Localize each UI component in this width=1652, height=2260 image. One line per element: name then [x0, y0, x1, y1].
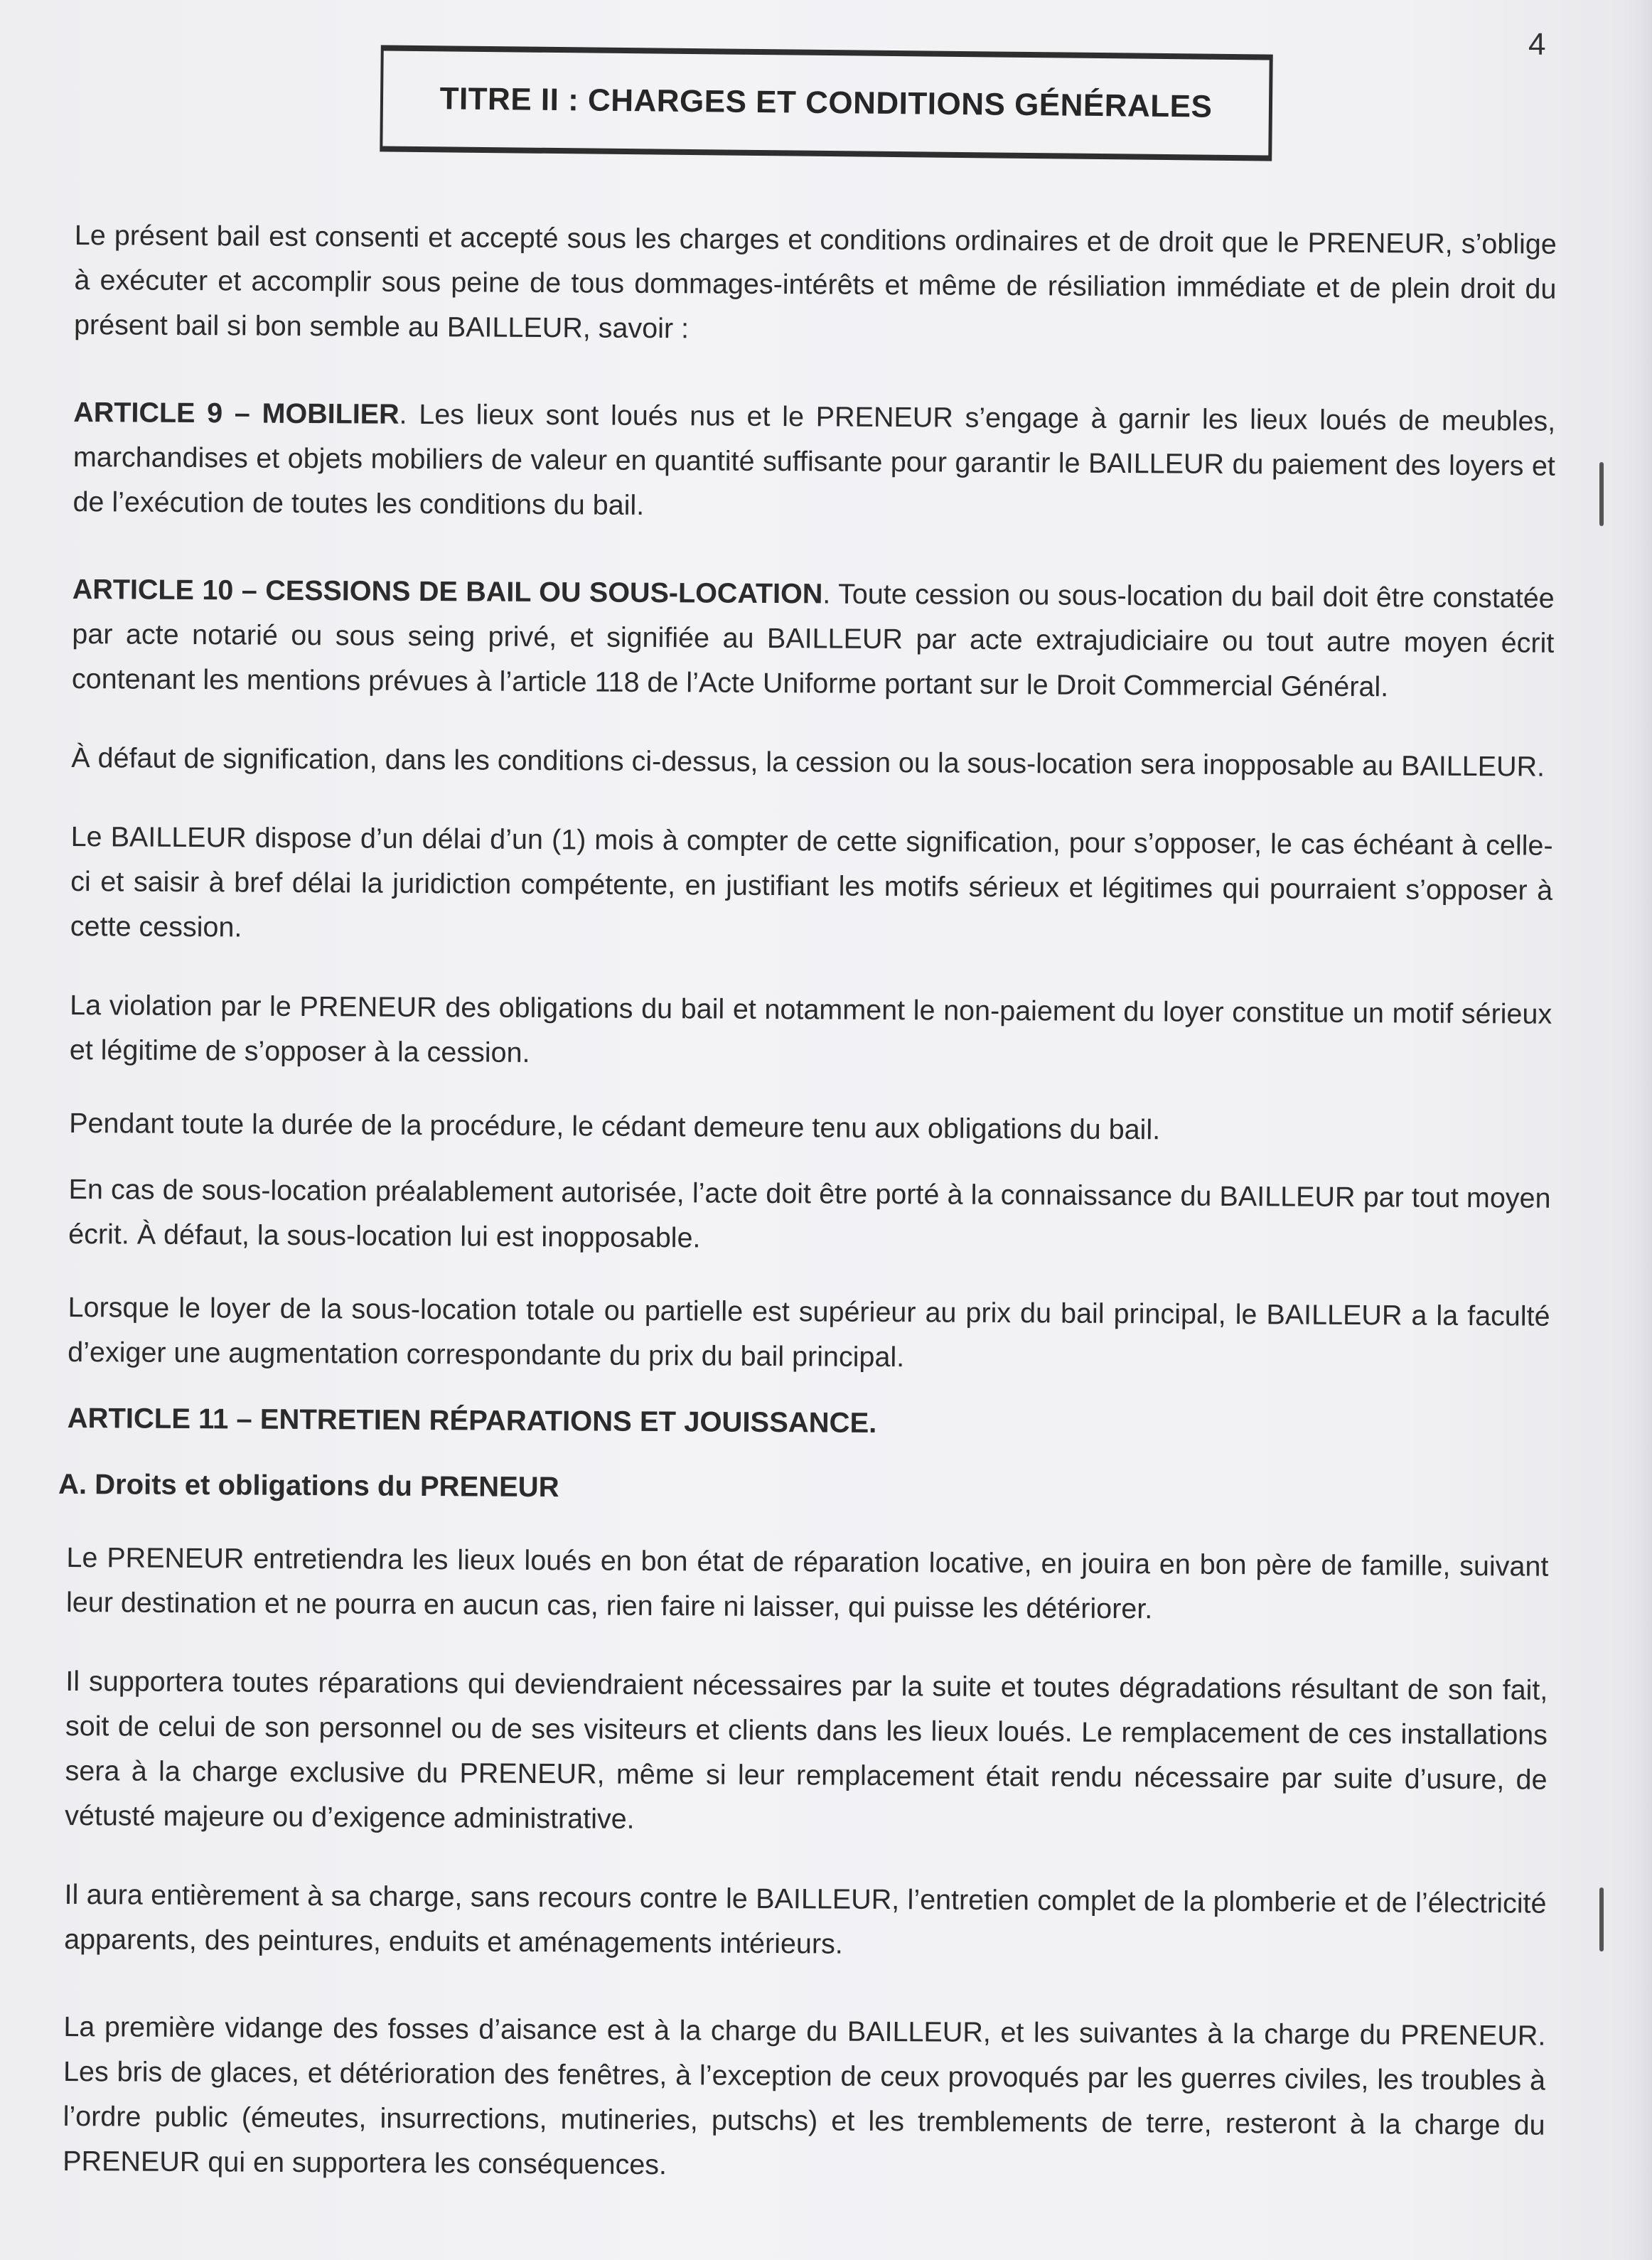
article-10-paragraph: En cas de sous-location préalablement autorisée, l’acte doit être porté à la connaissance du BAILLEUR par tout moyen écrit. À défaut, la sous-location lui est inopposable.: [68, 1173, 1551, 1254]
article-10-paragraph: Lorsque le loyer de la sous-location totale ou partielle est supérieur au prix du bail principal, le BAILLEUR a la faculté d’exiger une augmentation correspondante du prix du bail principal.: [68, 1291, 1550, 1373]
staple-mark-top: [1599, 462, 1604, 526]
intro-paragraph: Le présent bail est consenti et accepté sous les charges et conditions ordinaires et de droit que le PRENEUR, s’oblige à exécuter et accomplir sous peine de tous dommages-intérêts et même de résiliation immédiate et de plein droit du présent bail si bon semble au BAILLEUR, savoir :: [73, 219, 1557, 345]
article-11-heading: ARTICLE 11 – ENTRETIEN RÉPARATIONS ET JOUISSANCE.: [67, 1402, 877, 1439]
article-10-paragraph: À défaut de signification, dans les conditions ci-dessus, la cession ou la sous-location sera inopposable au BAILLEUR.: [71, 741, 1545, 783]
article-10-paragraph: La violation par le PRENEUR des obligations du bail et notamment le non-paiement du loyer constitue un motif sérieux et légitime de s’opposer à la cession.: [69, 989, 1552, 1069]
page-number: 4: [1528, 27, 1546, 62]
article-9: [73, 390, 1555, 534]
article-10-heading: ARTICLE 10 – CESSIONS DE BAIL OU SOUS-LOCATION: [72, 573, 823, 610]
page-title: TITRE II : CHARGES ET CONDITIONS GÉNÉRALES: [439, 81, 1213, 124]
article-10: [72, 567, 1555, 711]
article-9-heading: ARTICLE 9 – MOBILIER: [73, 396, 399, 430]
document-body: [58, 213, 1557, 2193]
article-11-paragraph: Le PRENEUR entretiendra les lieux loués en bon état de réparation locative, en jouira en bon père de famille, suivant leur destination et ne pourra en aucun cas, rien faire ni laisser, qui puisse les détériorer.: [65, 1541, 1549, 1625]
staple-mark-bottom: [1599, 1887, 1604, 1951]
article-10-paragraph: Le BAILLEUR dispose d’un délai d’un (1) mois à compter de cette signification, pour s’opposer, le cas échéant à celle-ci et saisir à bref délai la juridiction compétente, en justifiant les motifs sérieux et légitimes qui pourraient s’opposer à cette cession.: [70, 820, 1553, 943]
title-box: [380, 45, 1273, 161]
article-11-subheading: A. Droits et obligations du PRENEUR: [58, 1468, 559, 1504]
article-11-paragraph: Il supportera toutes réparations qui deviendraient nécessaires par la suite et toutes dégradations résultant de son fait, soit de celui de son personnel ou de ses visiteurs et clients dans les lieux loués. Le remplacement de ces installations sera à la charge exclusive du PRENEUR, même si leur remplacement était rendu nécessaire par suite d’usure, de vétusté majeure ou d’exigence administrative.: [65, 1665, 1548, 1835]
article-11-paragraph: La première vidange des fosses d’aisance est à la charge du BAILLEUR, et les suivantes à la charge du PRENEUR. Les bris de glaces, et détérioration des fenêtres, à l’exception de ceux provoqués par les guerres civiles, les troubles à l’ordre public (émeutes, insurrections, mutineries, putschs) et les tremblements de terre, resteront à la charge du PRENEUR qui en supportera les conséquences.: [63, 2010, 1546, 2181]
page-edge-shadow: [1624, 0, 1652, 2260]
article-11-paragraph: Il aura entièrement à sa charge, sans recours contre le BAILLEUR, l’entretien complet de la plomberie et de l’électricité apparents, des peintures, enduits et aménagements intérieurs.: [64, 1878, 1547, 1960]
article-10-paragraph: Pendant toute la durée de la procédure, le cédant demeure tenu aux obligations du bail.: [69, 1107, 1161, 1146]
article-10-text: . Toute cession ou sous-location du bail doit être constatée par acte notarié ou sous seing privé, et signifiée au BAILLEUR par acte extrajudiciaire ou tout autre moyen écrit contenant les mentions prévues à l’article 118 de l’Acte Uniforme portant sur le Droit Commercial Général.: [71, 578, 1555, 703]
article-9-text: . Les lieux sont loués nus et le PRENEUR s’engage à garnir les lieux loués de meubles, marchandises et objets mobiliers de valeur en quantité suffisante pour garantir le BAILLEUR du paiement des loyers et de l’exécution de toutes les conditions du bail.: [73, 398, 1556, 521]
